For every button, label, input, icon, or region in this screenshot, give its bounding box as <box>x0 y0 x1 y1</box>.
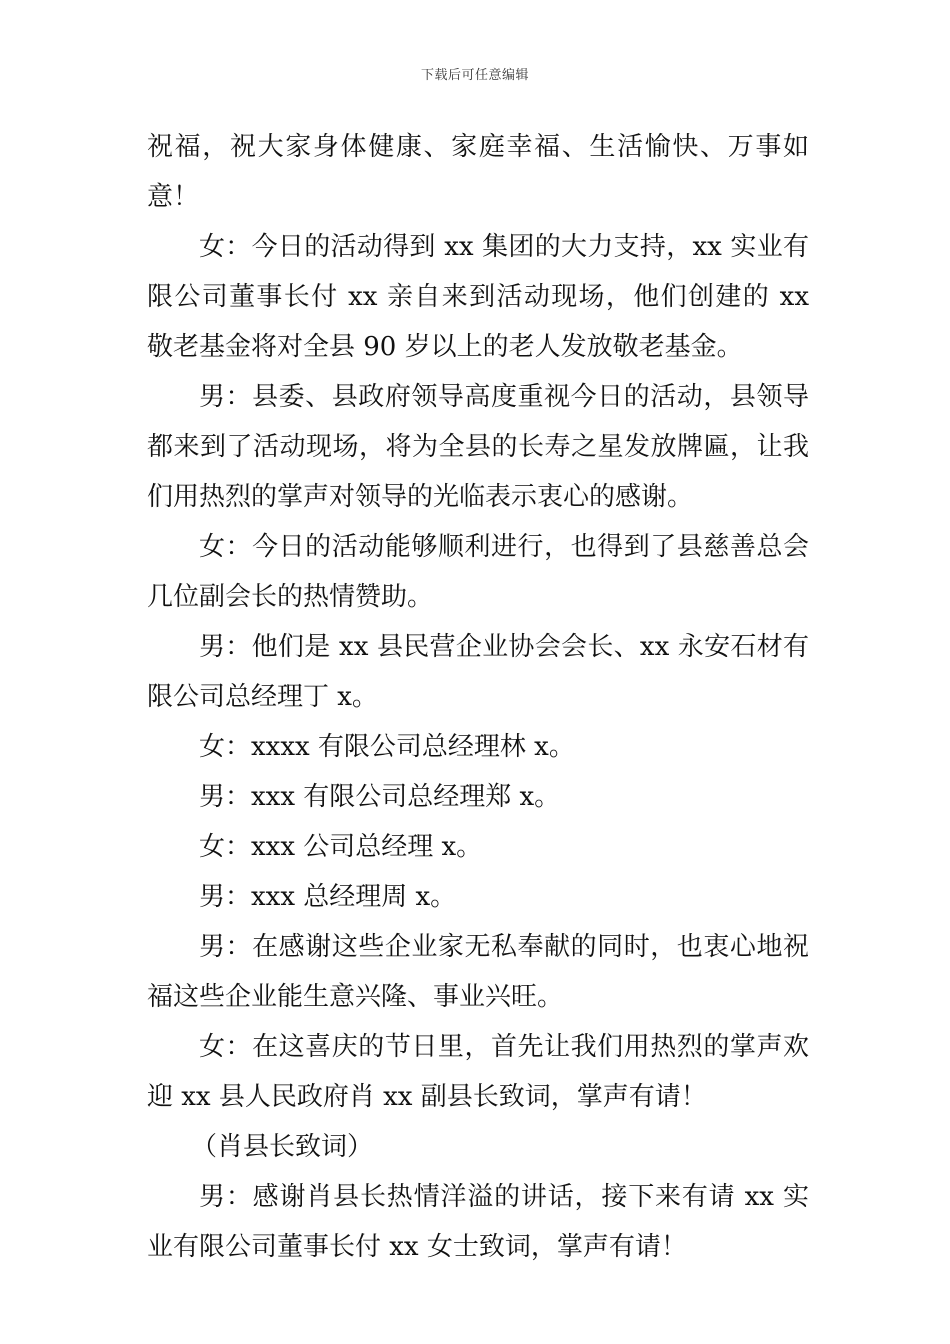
page-header-note: 下载后可任意编辑 <box>420 68 529 83</box>
paragraph-male-leaders: 男：县委、县政府领导高度重视今日的活动，县领导都来到了活动现场，将为全县的长寿之星发放牌匾，让我们用热烈的掌声对领导的光临表示衷心的感谢。 <box>147 382 809 512</box>
paragraph-female-lin: 女：xxxx 有限公司总经理林 x。 <box>199 732 575 762</box>
paragraph-male-thanks: 男：在感谢这些企业家无私奉献的同时，也衷心地祝福这些企业能生意兴隆、事业兴旺。 <box>147 932 809 1012</box>
paragraph-female-support: 女：今日的活动得到 xx 集团的大力支持，xx 实业有限公司董事长付 xx 亲自来到活动现场，他们创建的 xx 敬老基金将对全县 90 岁以上的老人发放敬老基金。 <box>147 232 809 362</box>
paragraph-female-welcome: 女：在这喜庆的节日里，首先让我们用热烈的掌声欢迎 xx 县人民政府肖 xx 副县长致词，掌声有请！ <box>147 1032 809 1112</box>
paragraph-female-charity: 女：今日的活动能够顺利进行，也得到了县慈善总会几位副会长的热情赞助。 <box>147 532 809 612</box>
paragraph-blessing: 祝福，祝大家身体健康、家庭幸福、生活愉快、万事如意！ <box>147 132 809 212</box>
document-body <box>147 122 809 1272</box>
paragraph-male-zheng: 男：xxx 有限公司总经理郑 x。 <box>199 782 561 812</box>
paragraph-female-manager: 女：xxx 公司总经理 x。 <box>199 832 483 862</box>
paragraph-speech-note: （肖县长致词） <box>191 1132 374 1162</box>
paragraph-male-association: 男：他们是 xx 县民营企业协会会长、xx 永安石材有限公司总经理丁 x。 <box>147 632 809 712</box>
paragraph-male-next-speaker: 男：感谢肖县长热情洋溢的讲话，接下来有请 xx 实业有限公司董事长付 xx 女士致词，掌声有请！ <box>147 1182 809 1262</box>
paragraph-male-zhou: 男：xxx 总经理周 x。 <box>199 882 457 912</box>
